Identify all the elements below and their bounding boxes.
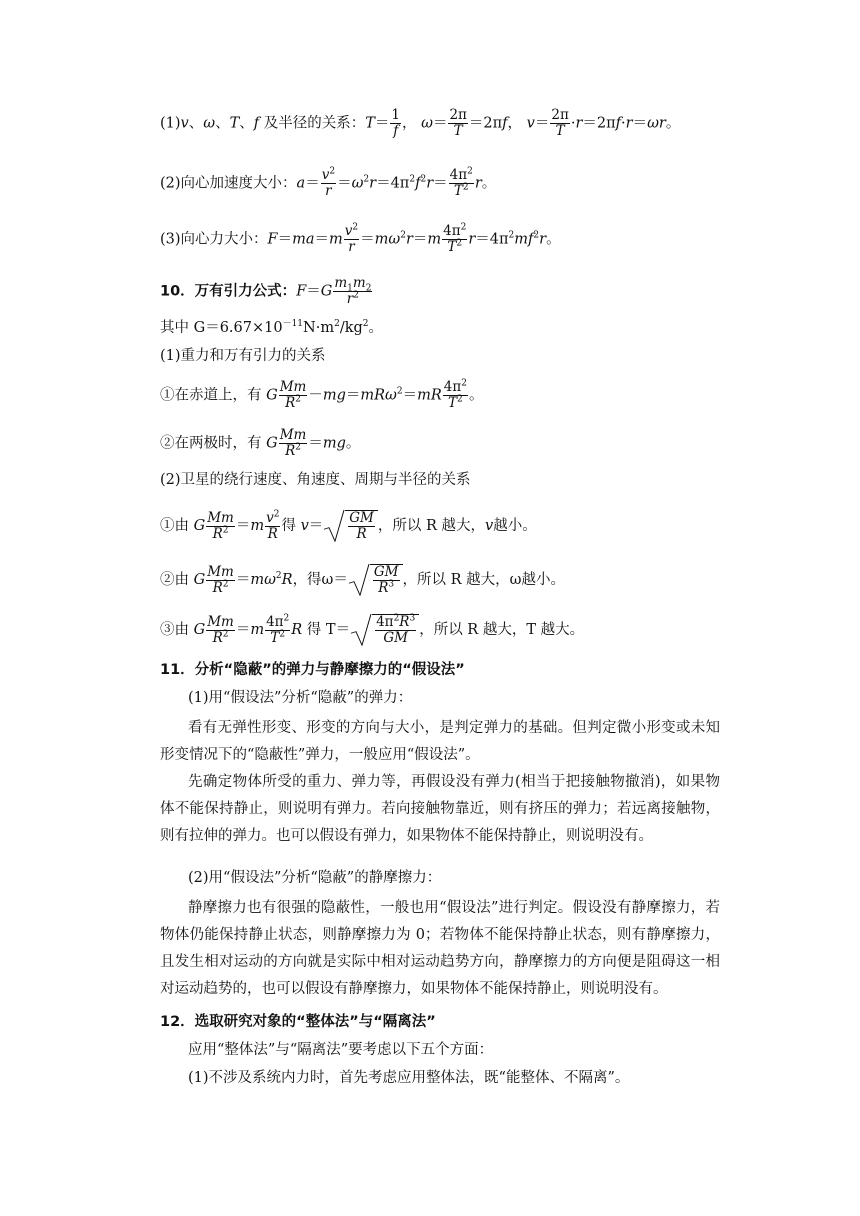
paragraph-12-1: 应用“整体法”与“隔离法”要考虑以下五个方面： xyxy=(188,1042,494,1058)
paragraph-11-3: 静摩擦力也有很强的隐蔽性，一般也用“假设法”进行判定。假设没有静摩擦力，若物体仍能保持静止状态，则静摩擦力为 0；若物体不能保持静止状态，则有静摩擦力，且发生相对运动的方向就是实际中相对运动趋势方向，静摩擦力的方向便是阻碍这一相对运动趋势的，也可以假设有静摩擦力，如果物体不能保持静止，则说明没有。 xyxy=(160,900,720,997)
section-11-title: 11．分析“隐蔽”的弹力与静摩擦力的“假设法” xyxy=(160,662,465,678)
paragraph-11-1: 看有无弹性形变、形变的方向与大小，是判定弹力的基础。但判定微小形变或未知形变情况下的“隐蔽性”弹力，一般应用“假设法”。 xyxy=(160,720,720,763)
section-12-title: 12．选取研究对象的“整体法”与“隔离法” xyxy=(160,1014,436,1030)
subsection-10-1: (1)重力和万有引力的关系 xyxy=(160,348,326,364)
gravitational-constant: 其中 $G=6.67\times 10^{-11}N\cdot m^2/kg^2$。 xyxy=(160,319,384,336)
formula-angular-velocity: ②由 G $\frac{Mm}{R^2}$ $=m\omega^2R$，得ω＝ $\frac{GM}{R^3}$ ，所以 R 越大，ω越小。 xyxy=(160,563,565,596)
paragraph-12-2: (1)不涉及系统内力时，首先考虑应用整体法，既“能整体、不隔离”。 xyxy=(188,1070,630,1086)
formula-line-force: (3)向心力大小：F＝ma＝m $\frac{v^2}{r}$ $=m\omega^2r=m$ $\frac{4\pi^2}{T^2}$ $r=4\pi^2mf^2r$。 xyxy=(160,222,561,255)
formula-line-acceleration: (2)向心加速度大小：a＝ $\frac{v^2}{r}$ $=\omega^2r=4\pi^2f^2r=$ $\frac{4\pi^2}{T^2}$ r。 xyxy=(160,166,497,199)
formula-line-relations: (1)v、ω、T、f 及半径的关系：T＝ $\frac{1}{f}$ ， ω＝ $\frac{2\pi}{T}$ ＝2πf， v＝ $\frac{2\pi}{T}$ ·r＝2πf·r＝ωr。 xyxy=(160,107,681,139)
formula-velocity: ①由 G $\frac{Mm}{R^2}$ ＝m $\frac{v^2}{R}$ 得 v＝ $\frac{GM}{R}$ ，所以 R 越大，v越小。 xyxy=(160,509,537,542)
subsection-10-2: (2)卫星的绕行速度、角速度、周期与半径的关系 xyxy=(160,472,471,488)
subsection-11-1: (1)用“假设法”分析“隐蔽”的弹力： xyxy=(188,690,413,706)
formula-period: ③由 G $\frac{Mm}{R^2}$ ＝m $\frac{4\pi^2}{T^2}$ R 得 T＝ $\frac{4\pi^2R^3}{GM}$ ，所以 R 越大，T 越大。 xyxy=(160,613,585,646)
formula-equator: ①在赤道上，有 G $\frac{Mm}{R^2}$ －mg＝mRω$^2$＝mR $\frac{4\pi^2}{T^2}$ 。 xyxy=(160,378,484,411)
subsection-11-2: (2)用“假设法”分析“隐蔽”的静摩擦力： xyxy=(188,870,442,886)
paragraph-11-2: 先确定物体所受的重力、弹力等，再假设没有弹力(相当于把接触物撤消)，如果物体不能保持静止，则说明有弹力。若向接触物靠近，则有挤压的弹力；若远离接触物，则有拉伸的弹力。也可以假设有弹力，如果物体不能保持静止，则说明没有。 xyxy=(160,774,720,844)
formula-poles: ②在两极时，有 G $\frac{Mm}{R^2}$ ＝mg。 xyxy=(160,427,361,459)
section-10-title: 10．万有引力公式：F＝G $\frac{m_1m_2}{r^2}$ xyxy=(160,275,372,307)
